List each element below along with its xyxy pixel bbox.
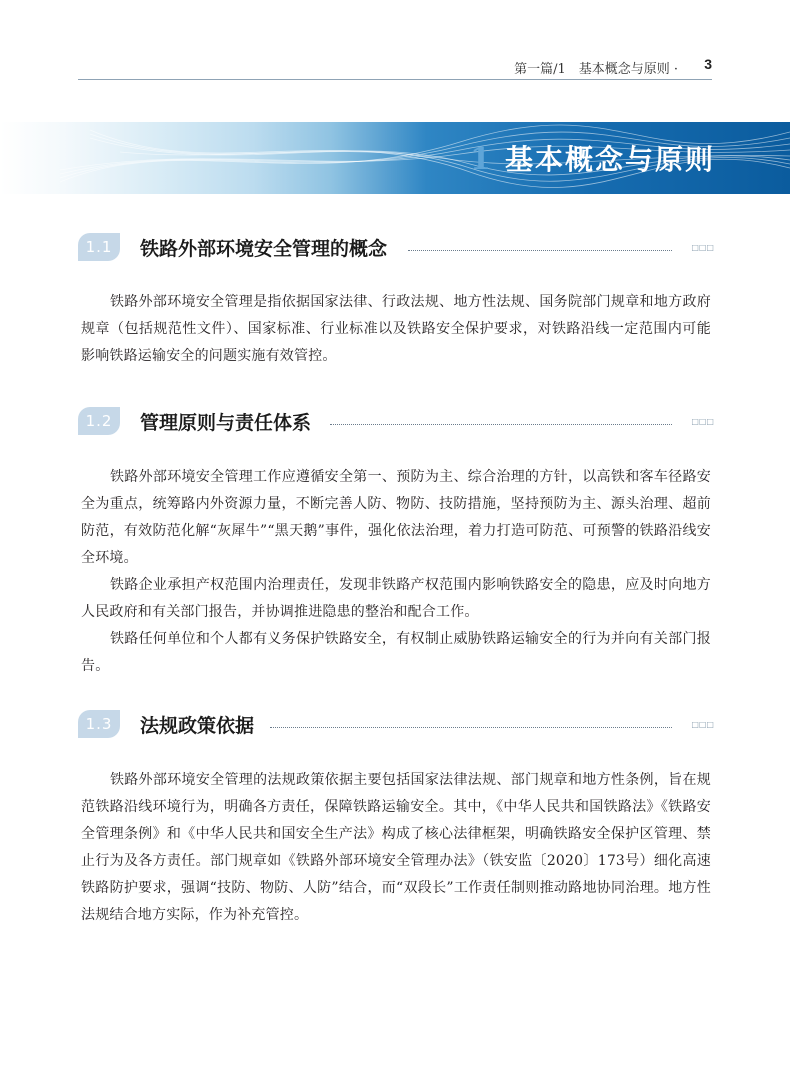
paragraph: 铁路任何单位和个人都有义务保护铁路安全，有权制止威胁铁路运输安全的行为并向有关部门报告。 xyxy=(81,631,711,674)
section-title: 管理原则与责任体系 xyxy=(140,408,315,435)
page-number: 3 xyxy=(704,56,712,72)
section-heading-1-3 xyxy=(78,708,714,742)
running-header xyxy=(78,44,712,80)
paragraph: 铁路企业承担产权范围内治理责任，发现非铁路产权范围内影响铁路安全的隐患，应及时向地方人民政府和有关部门报告，并协调推进隐患的整治和配合工作。 xyxy=(81,577,711,620)
section-title: 法规政策依据 xyxy=(140,711,258,738)
paragraph: 铁路外部环境安全管理工作应遵循安全第一、预防为主、综合治理的方针，以高铁和客车径路安全为重点，统筹路内外资源力量，不断完善人防、物防、技防措施，坚持预防为主、源头治理、超前防范，有效防范化解“灰犀牛”“黑天鹅”事件，强化依法治理，着力打造可防范、可预警的铁路沿线安全环境。 xyxy=(81,469,711,566)
running-title: 第一篇/1 基本概念与原则 · xyxy=(514,62,678,77)
section-heading-1-2 xyxy=(78,405,714,439)
paragraph: 铁路外部环境安全管理的法规政策依据主要包括国家法律法规、部门规章和地方性条例，旨在规范铁路沿线环境行为，明确各方责任，保障铁路运输安全。其中，《中华人民共和国铁路法》《铁路安全管理条例》和《中华人民共和国安全生产法》构成了核心法律框架，明确铁路安全保护区管理、禁止行为及各方责任。部门规章如《铁路外部环境安全管理办法》（铁安监〔2020〕173号）细化高速铁路防护要求，强调“技防、物防、人防”结合，而“双段长”工作责任制则推动路地协同治理。地方性法规结合地方实际，作为补充管控。 xyxy=(81,772,711,923)
chapter-banner xyxy=(0,122,790,194)
leader-dots xyxy=(270,726,672,728)
section-number-tab: 1.1 xyxy=(78,233,120,261)
chapter-number: 1 xyxy=(470,142,491,177)
chapter-title: 基本概念与原则 xyxy=(505,143,716,176)
section-end-mark: □□□ xyxy=(691,243,714,252)
section-number-tab: 1.3 xyxy=(78,710,120,738)
section-heading-1-1 xyxy=(78,231,714,265)
section-end-mark: □□□ xyxy=(691,720,714,729)
leader-dots xyxy=(330,423,672,425)
leader-dots xyxy=(408,249,672,251)
paragraph: 铁路外部环境安全管理是指依据国家法律、行政法规、地方性法规、国务院部门规章和地方政府规章（包括规范性文件）、国家标准、行业标准以及铁路安全保护要求，对铁路沿线一定范围内可能影响铁路运输安全的问题实施有效管控。 xyxy=(81,294,711,364)
section-title: 铁路外部环境安全管理的概念 xyxy=(140,234,391,261)
section-end-mark: □□□ xyxy=(691,417,714,426)
section-number-tab: 1.2 xyxy=(78,407,120,435)
